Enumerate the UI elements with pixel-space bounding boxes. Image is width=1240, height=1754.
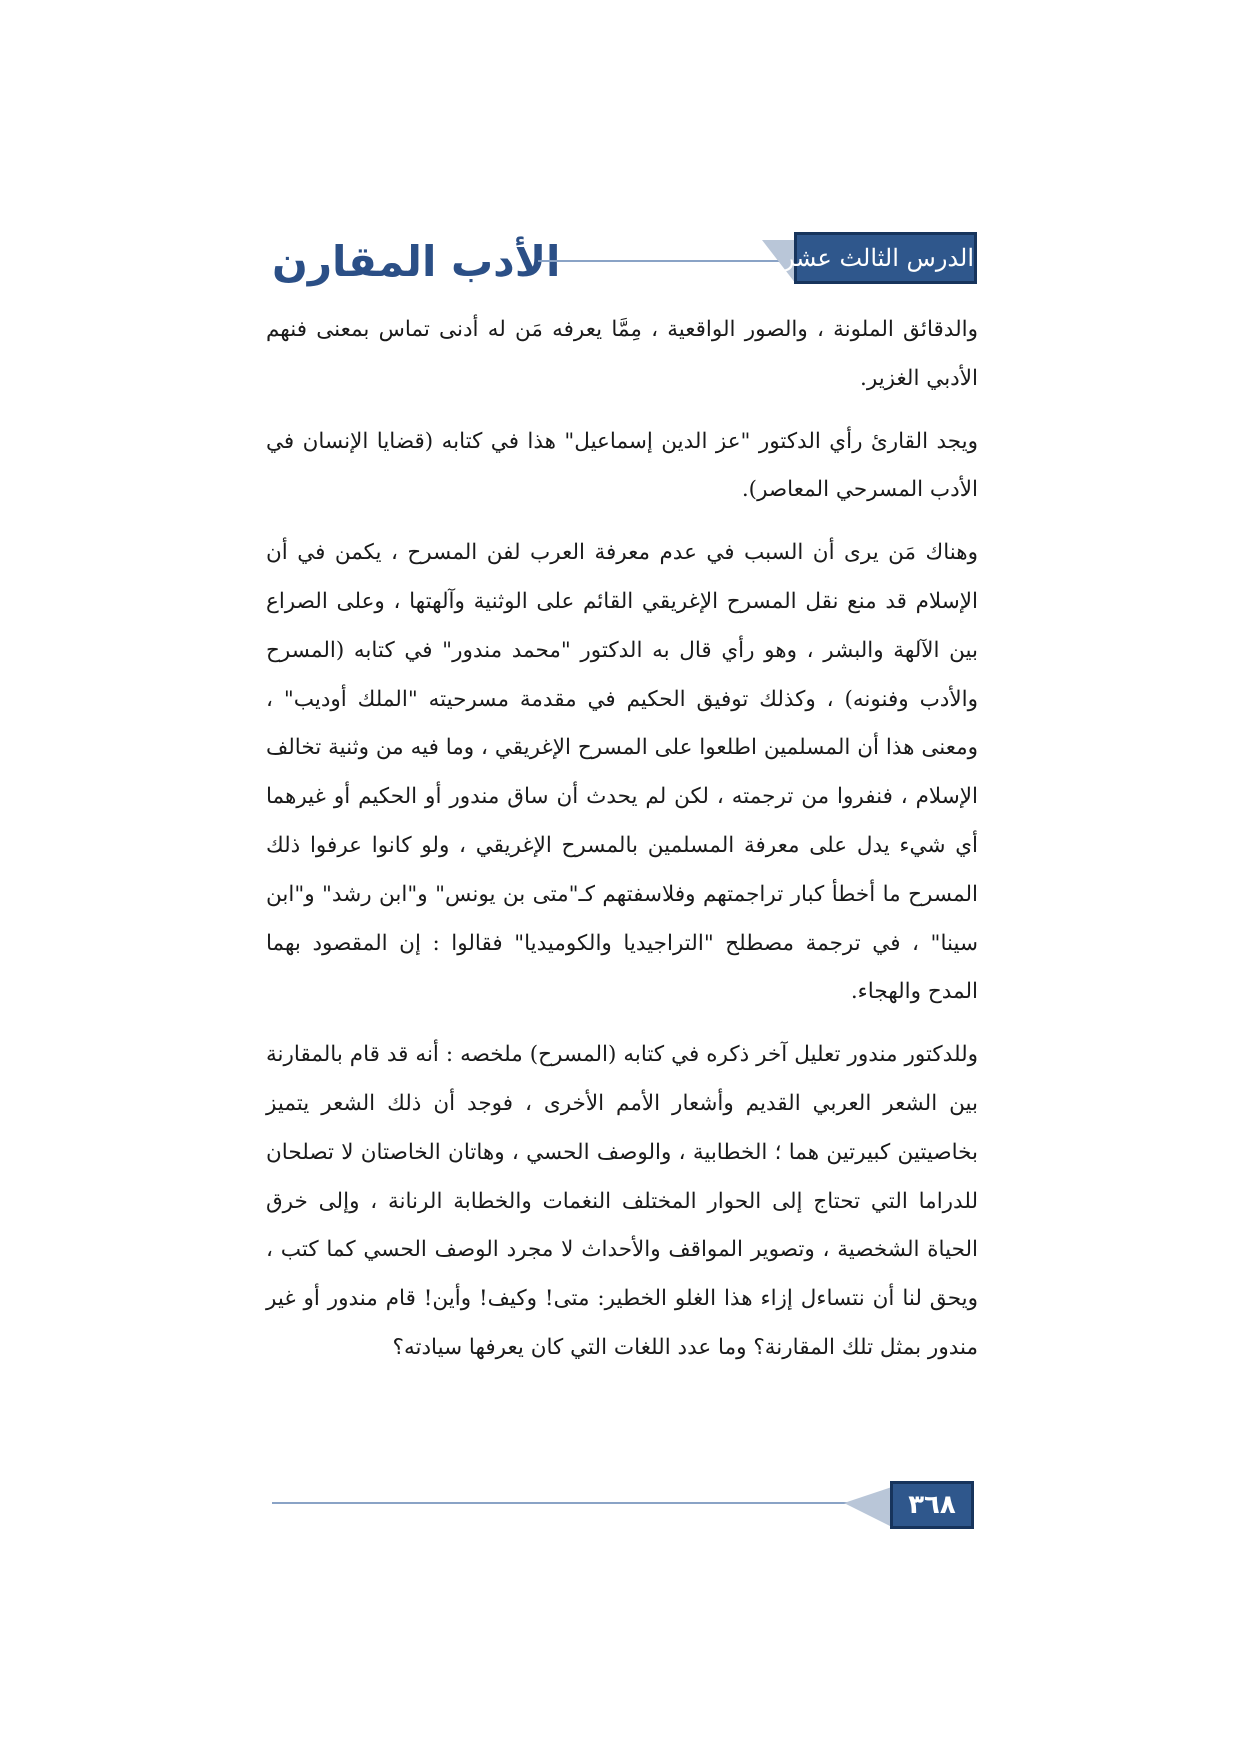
- paragraph: ويجد القارئ رأي الدكتور "عز الدين إسماعيل" هذا في كتابه (قضايا الإنسان في الأدب المسرحي المعاصر).: [266, 428, 978, 503]
- page-header: [272, 232, 977, 292]
- paragraph: والدقائق الملونة ، والصور الواقعية ، مِمَّا يعرفه مَن له أدنى تماس بمعنى فنهم الأدبي الغزير.: [266, 317, 978, 391]
- book-title: الأدب المقارن: [272, 237, 561, 286]
- page-footer: [272, 1481, 977, 1531]
- header-rule: [538, 260, 798, 262]
- footer-rule: [272, 1502, 872, 1504]
- page-number: ٣٦٨: [890, 1481, 974, 1529]
- body-text: [266, 306, 978, 1387]
- paragraph: وهناك مَن يرى أن السبب في عدم معرفة العرب لفن المسرح ، يكمن في أن الإسلام قد منع نقل المسرح الإغريقي القائم على الوثنية وآلهتها ، وعلى الصراع بين الآلهة والبشر ، وهو رأي قال به الدكتور "محمد مندور" في كتابه (المسرح والأدب وفنونه) ، وكذلك توفيق الحكيم في مقدمة مسرحيته "الملك أوديب" ، ومعنى هذا أن المسلمين اطلعوا على المسرح الإغريقي ، وما فيه من وثنية تخالف الإسلام ، فنفروا من ترجمته ، لكن لم يحدث أن ساق مندور أو الحكيم أو غيرهما أي شيء يدل على معرفة المسلمين بالمسرح الإغريقي ، ولو كانوا عرفوا ذلك المسرح ما أخطأ كبار تراجمتهم وفلاسفتهم كـ"متى بن يونس" و"ابن رشد" و"ابن سينا" ، في ترجمة مصطلح "التراجيديا والكوميديا" فقالوا : إن المقصود بهما المدح والهجاء.: [266, 540, 978, 1005]
- paragraph: وللدكتور مندور تعليل آخر ذكره في كتابه (المسرح) ملخصه : أنه قد قام بالمقارنة بين الشعر العربي القديم وأشعار الأمم الأخرى ، فوجد أن ذلك الشعر يتميز بخاصيتين كبيرتين هما ؛ الخطابية ، والوصف الحسي ، وهاتان الخاصتان لا تصلحان للدراما التي تحتاج إلى الحوار المختلف النغمات والخطابة الرنانة ، وإلى خرق الحياة الشخصية ، وتصوير المواقف والأحداث لا مجرد الوصف الحسي كما كتب ، ويحق لنا أن نتساءل إزاء هذا الغلو الخطير: متى! وكيف! وأين! قام مندور أو غير مندور بمثل تلك المقارنة؟ وما عدد اللغات التي كان يعرفها سيادته؟: [266, 1042, 978, 1360]
- lesson-badge: الدرس الثالث عشر: [794, 232, 977, 284]
- footer-wedge-decoration: [844, 1487, 892, 1527]
